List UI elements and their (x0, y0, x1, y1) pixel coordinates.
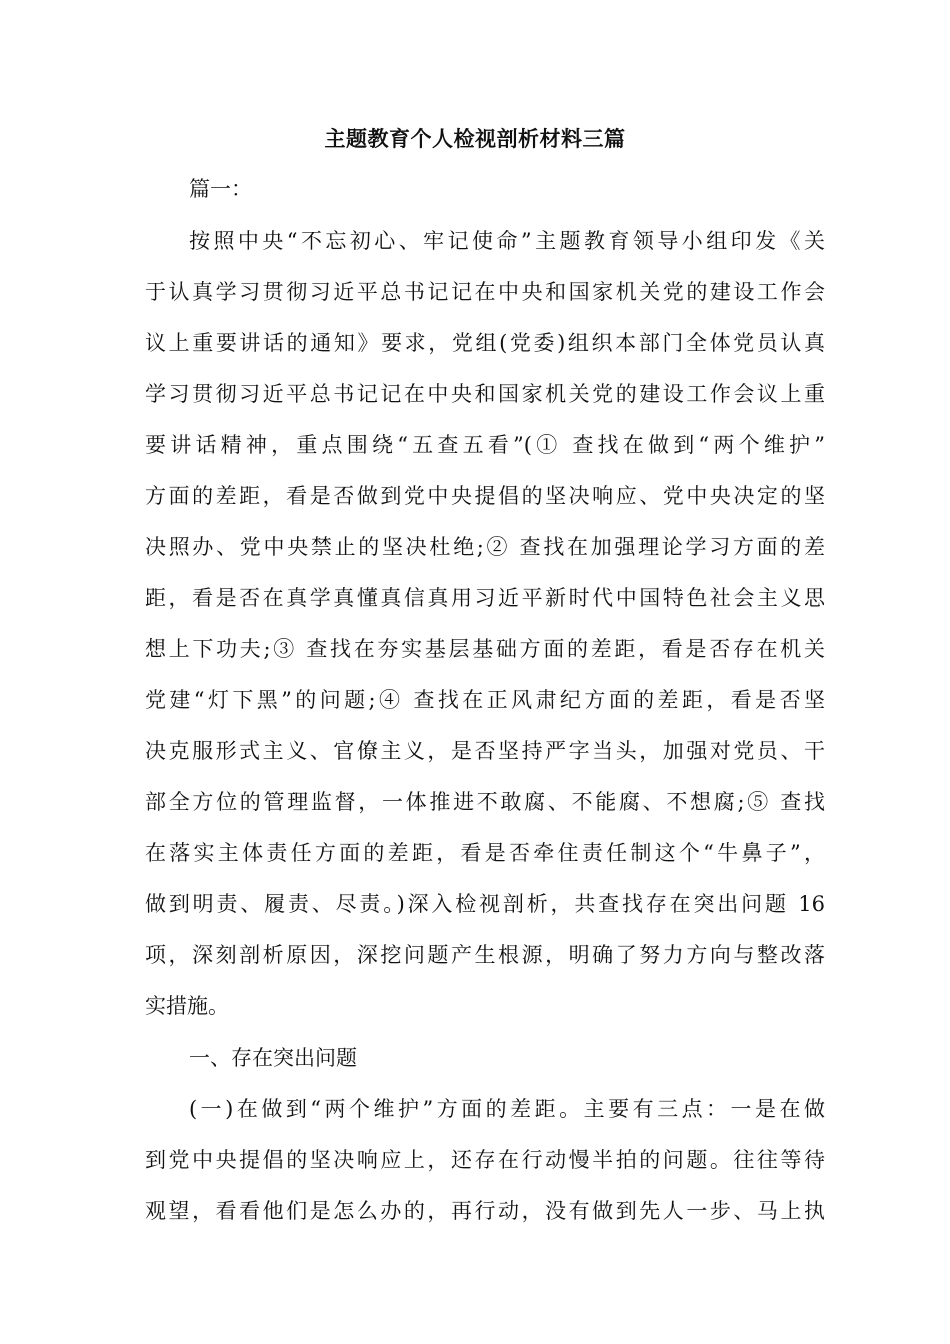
paragraph-line: 在落实主体责任方面的差距，看是否牵住责任制这个“牛鼻子”， (145, 841, 825, 865)
paragraph-line: 到党中央提倡的坚决响应上，还存在行动慢半拍的问题。往往等待 (145, 1148, 825, 1172)
paragraph-line: 实措施。 (145, 994, 229, 1018)
paragraph-line: 党建“灯下黑”的问题;④ 查找在正风肃纪方面的差距，看是否坚 (145, 688, 825, 712)
paragraph-line: 方面的差距，看是否做到党中央提倡的坚决响应、党中央决定的坚 (145, 484, 825, 508)
paragraph-line: 要讲话精神，重点围绕“五查五看”(① 查找在做到“两个维护” (145, 433, 825, 457)
paragraph-line: 学习贯彻习近平总书记记在中央和国家机关党的建设工作会议上重 (145, 382, 825, 406)
paragraph-line: 想上下功夫;③ 查找在夯实基层基础方面的差距，看是否存在机关 (145, 637, 825, 661)
paragraph-line: 决克服形式主义、官僚主义，是否坚持严字当头，加强对党员、干 (145, 739, 825, 763)
paragraph-line: 项，深刻剖析原因，深挖问题产生根源，明确了努力方向与整改落 (145, 943, 825, 967)
section-label: 篇一： (189, 177, 252, 201)
paragraph-line: (一)在做到“两个维护”方面的差距。主要有三点：一是在做 (189, 1097, 825, 1121)
document-title: 主题教育个人检视剖析材料三篇 (324, 126, 626, 151)
paragraph-line: 观望，看看他们是怎么办的，再行动，没有做到先人一步、马上执 (145, 1199, 825, 1223)
paragraph-line: 按照中央“不忘初心、牢记使命”主题教育领导小组印发《关 (189, 229, 825, 253)
paragraph-line: 决照办、党中央禁止的坚决杜绝;② 查找在加强理论学习方面的差 (145, 535, 825, 559)
paragraph-line: 部全方位的管理监督，一体推进不敢腐、不能腐、不想腐;⑤ 查找 (145, 790, 825, 814)
paragraph-line: 议上重要讲话的通知》要求，党组(党委)组织本部门全体党员认真 (145, 331, 825, 355)
section-heading: 一、存在突出问题 (189, 1046, 357, 1070)
paragraph-line: 于认真学习贯彻习近平总书记记在中央和国家机关党的建设工作会 (145, 280, 825, 304)
paragraph-line: 距，看是否在真学真懂真信真用习近平新时代中国特色社会主义思 (145, 586, 825, 610)
paragraph-line: 做到明责、履责、尽责。)深入检视剖析，共查找存在突出问题 16 (145, 892, 825, 916)
